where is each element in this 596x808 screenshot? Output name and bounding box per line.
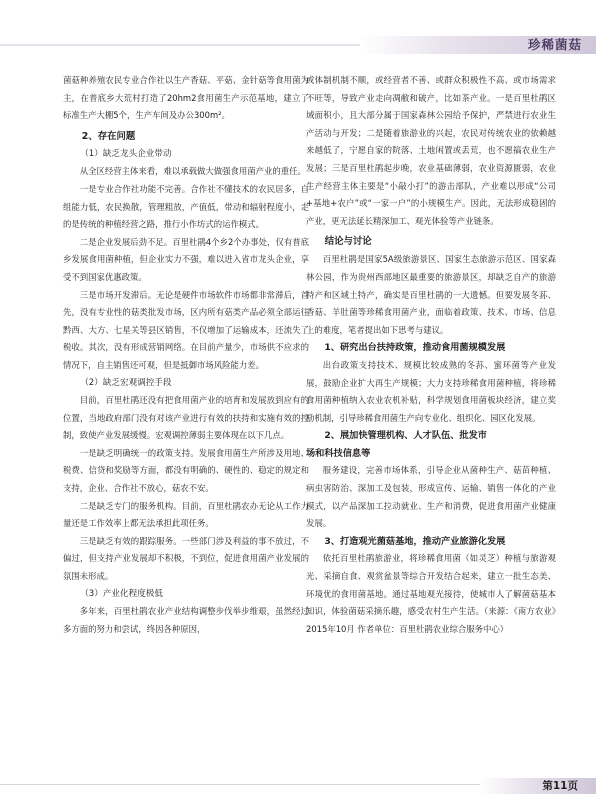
recommendation-heading-3: 3、打造观光菌菇基地，推动产业旅游化发展 — [324, 535, 506, 547]
paragraph: 多年来，百里杜鹃农业产业结构调整步伐举步维艰，虽然经过多方面的努力和尝试，终因各种原因， — [63, 606, 309, 634]
section-heading-problems: 2、存在问题 — [81, 130, 136, 142]
paragraph: 出台政策支持技术、规模比较成熟的冬荪、蜜环菌等产业发展，鼓励企业扩大再生产规模；大力支持珍稀食用菌种植，将珍稀食用菌种植纳入农业农机补贴，科学规划食用菌板块经济，建立奖励机制，引导珍稀食用菌生产向专业化、组织化、园区化发展。 — [306, 359, 556, 423]
section-heading-conclusion: 结论与讨论 — [324, 236, 372, 248]
paragraph: 二是缺乏专门的服务机构。目前，百里杜鹃农办无论从工作力量还是工作效率上都无法承担此项任务。 — [63, 500, 309, 529]
right-column — [306, 72, 556, 638]
subheading-lack-leading-enterprise: （1）缺乏龙头企业带动 — [80, 148, 172, 159]
intro-paragraph: 菌菇种养殖农民专业合作社以生产香菇、平菇、金针菇等食用菌为主，在普底乡大荒村打造了20hm2食用菌生产示范基地，建立了标准生产大棚5个，生产车间及办公300m²。 — [63, 75, 309, 121]
page-header — [0, 32, 596, 58]
paragraph: 一是缺乏明确统一的政策支持。发展食用菌生产所涉及用地、税费、信贷和奖励等方面，都没有明确的、硬性的、稳定的规定和支持，企业、合作社不放心，菇农不安。 — [63, 447, 309, 494]
left-column — [63, 72, 309, 638]
paragraph-with-source: 依托百里杜鹃旅游业，将珍稀食用菌（如灵芝）种植与旅游观光、采摘自食、观赏盆景等综合开发结合起来，建立一批生态美、环境优的食用菌基地。通过基地观光接待，使城市人了解菌菇基本知识，体验菌菇采摘乐趣，感受农村生产生活。（来源：《南方农业》2015年10月 作者单位：百里杜鹃农业综合服务中心） — [306, 553, 556, 634]
footer-band — [480, 778, 596, 794]
paragraph: 从全区经营主体来看，难以承载做大做强食用菌产业的重任。 — [79, 166, 306, 177]
paragraph: 三是市场开发滞后。无论是硬件市场软件市场都非常滞后，首先，没有专业性的菇类批发市场，区内所有菇类产品必须全部运往黔西、大方、七星关等县区销售，不仅增加了运输成本，还流失了税收。其次，没有形成营销网络。在目前产量少，市场供不应求的情况下，自主销售还可观，但是抵御市场风险能力差。 — [63, 289, 309, 370]
paragraph: 百里杜鹃是国家5A级旅游景区、国家生态旅游示范区、国家森林公园，作为贵州西部地区最重要的旅游景区，却缺乏自产的旅游特产和区域土特产，确实是百里杜鹃的一大遗憾。但要发展冬荪、香菇、羊肚菌等珍稀食用菌产业，面临着政策、技术、市场、信息上的难度，笔者提出如下思考与建议。 — [306, 254, 556, 335]
paragraph: 或体制机制不顺，或经营者不善、或群众积极性不高、或市场需求不旺等，导致产业走向凋敝和破产，比如茶产业。一是百里杜鹃区域面积小，且大部分属于国家森林公园给予保护，严禁进行农业生产活动与开发；二是随着旅游业的兴起，农民对传统农业的依赖越来越低了，宁愿自家的院落、土地闲置或丢荒，也不愿搞农业生产发展；三是百里杜鹃起步晚，农业基础薄弱，农业资源匮弱，农业生产经营主体主要是“小敲小打”的游击部队，产业难以形成“公司+基地+农户”或“一家一户”的小规模生产。因此，无法形成稳固的产业，更无法延长精深加工、观光体验等产业链条。 — [306, 75, 556, 226]
recommendation-heading-2-line1: 2、展加快管理机构、人才队伍、批发市 — [324, 430, 487, 442]
subheading-lack-macro-control: （2）缺乏宏观调控手段 — [80, 377, 172, 388]
page-number: 第11页 — [542, 780, 578, 792]
recommendation-heading-1: 1、研究出台扶持政策，推动食用菌规模发展 — [324, 342, 506, 354]
paragraph: 三是缺乏有效的跟踪服务。一些部门涉及利益的事不放过，不偏过，但支持产业发展却不积极，不到位，促进食用菌产业发展的氛围未形成。 — [63, 535, 309, 582]
paragraph: 目前，百里杜鹃还没有把食用菌产业的培育和发展放到应有的位置，当地政府部门没有对该产业进行有效的扶持和实施有效的控制，致使产业发展缓慢。宏观调控薄弱主要体现在以下几点。 — [63, 395, 309, 441]
recommendation-heading-2 — [306, 427, 556, 462]
footer-rule — [0, 784, 480, 785]
recommendation-heading-2-line2: 场和科技信息等 — [306, 447, 371, 459]
page-footer — [0, 772, 596, 802]
paragraph: 一是专业合作社功能不完善。合作社不懂技术的农民居多，自组能力低，农民换散，管理粗放，产值低，带动和辐射程度小，走的是传统的种植经营之路，推行小作坊式的运作模式。 — [63, 183, 309, 230]
header-rule — [0, 44, 360, 46]
subheading-low-industrialization: （3）产业化程度极低 — [80, 588, 163, 599]
paragraph: 二是企业发展后劲不足。百里杜鹃4个乡2个办事处，仅有普底乡发展食用菌种植，但企业实力不强，难以进入省市龙头企业，享受不到国家优惠政策。 — [63, 236, 309, 282]
paragraph: 服务建设，完善市场体系，引导企业从菌种生产、菇苗种植、病虫害防治、深加工及包装，形成宣传、运输、销售一体化的产业模式，以产品深加工拉动就业、生产和消费，促进食用菌产业健康发展。 — [306, 465, 556, 529]
header-title: 珍稀菌菇 — [527, 37, 582, 52]
